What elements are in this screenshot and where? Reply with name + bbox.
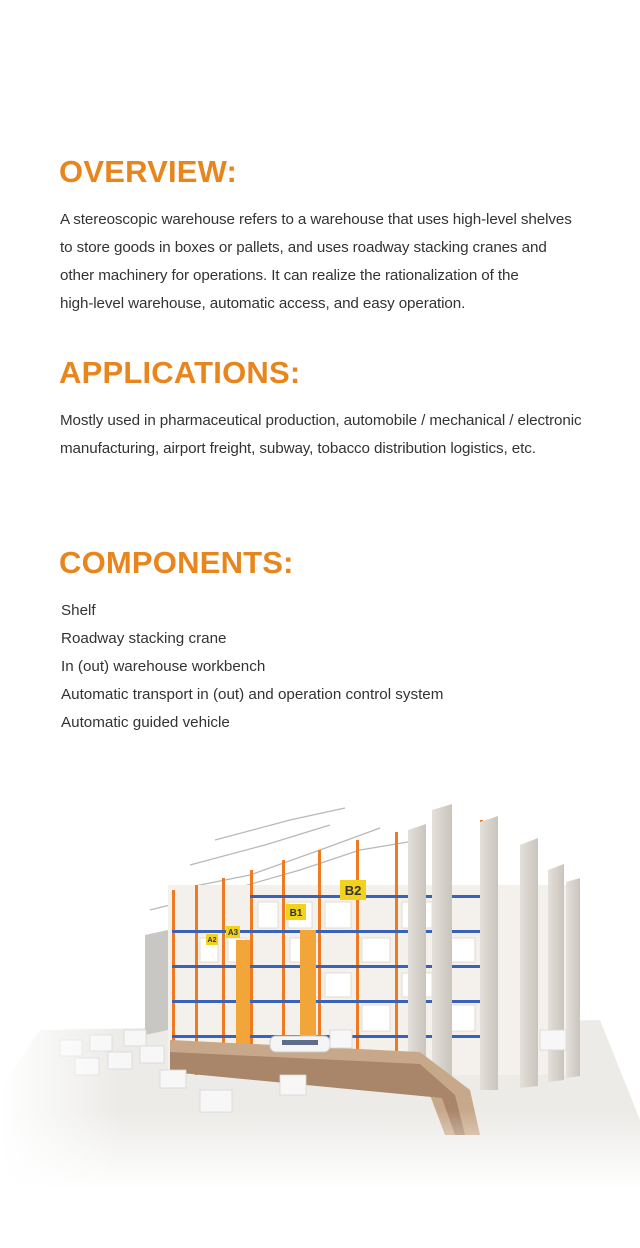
component-item: Automatic transport in (out) and operation control system bbox=[61, 686, 444, 703]
components-title: COMPONENTS: bbox=[59, 545, 294, 580]
overview-line: to store goods in boxes or pallets, and uses roadway stacking cranes and bbox=[60, 239, 547, 256]
agv-vehicle bbox=[270, 1036, 330, 1052]
component-item: In (out) warehouse workbench bbox=[61, 658, 266, 675]
components-list bbox=[61, 597, 443, 737]
rack-tag-label: B1 bbox=[289, 908, 303, 919]
rack-tag-label: A3 bbox=[227, 928, 239, 937]
warehouse-illustration bbox=[0, 790, 640, 1190]
applications-text bbox=[60, 407, 628, 463]
overview-line: other machinery for operations. It can realize the rationalization of the bbox=[60, 267, 519, 284]
overview-title: OVERVIEW: bbox=[59, 154, 238, 189]
side-building bbox=[145, 930, 168, 1035]
applications-title: APPLICATIONS: bbox=[59, 355, 301, 390]
rack-block bbox=[168, 820, 578, 1075]
overview-line: high-level warehouse, automatic access, and easy operation. bbox=[60, 295, 466, 312]
component-item: Roadway stacking crane bbox=[61, 630, 227, 647]
component-item: Automatic guided vehicle bbox=[61, 714, 230, 731]
rack-tag-label: B2 bbox=[344, 883, 362, 898]
component-item: Shelf bbox=[61, 602, 96, 619]
applications-line: Mostly used in pharmaceutical production, automobile / mechanical / electronic bbox=[60, 412, 582, 429]
overview-text bbox=[60, 206, 628, 318]
overview-line: A stereoscopic warehouse refers to a warehouse that uses high-level shelves bbox=[60, 211, 572, 228]
rack-tag-label: A2 bbox=[207, 937, 217, 944]
applications-line: manufacturing, airport freight, subway, tobacco distribution logistics, etc. bbox=[60, 440, 536, 457]
